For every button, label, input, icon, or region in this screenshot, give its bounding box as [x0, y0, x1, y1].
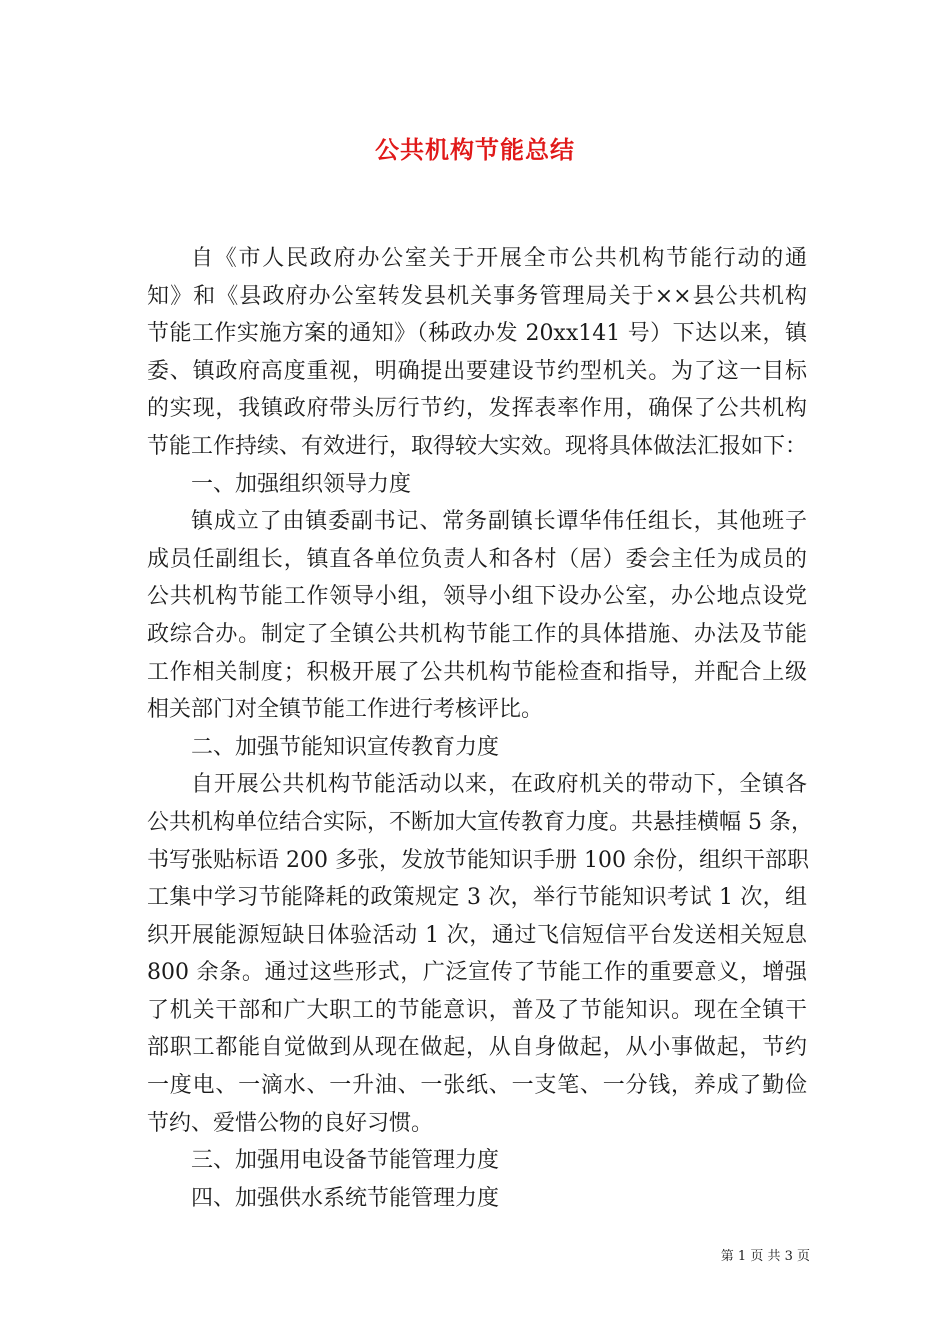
text-line: 书写张贴标语 200 多张，发放节能知识手册 100 余份，组织干部职 — [147, 847, 809, 873]
page-number: 第 1 页 共 3 页 — [720, 1249, 810, 1264]
document-body — [147, 240, 813, 1217]
text-line: 部职工都能自觉做到从现在做起，从自身做起，从小事做起，节约 — [147, 1035, 807, 1061]
text-line: 织开展能源短缺日体验活动 1 次，通过飞信短信平台发送相关短息 — [147, 922, 807, 948]
text-line: 成员任副组长，镇直各单位负责人和各村（居）委会主任为成员的 — [147, 546, 807, 572]
text-line: 委、镇政府高度重视，明确提出要建设节约型机关。为了这一目标 — [147, 358, 807, 384]
text-line: 的实现，我镇政府带头厉行节约，发挥表率作用，确保了公共机构 — [147, 396, 807, 422]
text-line: 节能工作实施方案的通知》（秭政办发 20xx141 号）下达以来，镇 — [147, 321, 807, 347]
text-line: 了机关干部和广大职工的节能意识，普及了节能知识。现在全镇干 — [147, 997, 807, 1023]
text-line: 节约、爱惜公物的良好习惯。 — [147, 1110, 434, 1136]
section-heading: 二、加强节能知识宣传教育力度 — [191, 734, 500, 760]
text-line: 节能工作持续、有效进行，取得较大实效。现将具体做法汇报如下： — [147, 433, 808, 459]
text-line: 相关部门对全镇节能工作进行考核评比。 — [147, 697, 544, 723]
section-heading: 三、加强用电设备节能管理力度 — [191, 1148, 500, 1174]
text-line: 一度电、一滴水、一升油、一张纸、一支笔、一分钱，养成了勤俭 — [147, 1073, 807, 1099]
text-line: 800 余条。通过这些形式，广泛宣传了节能工作的重要意义，增强 — [147, 960, 807, 986]
document-title: 公共机构节能总结 — [375, 135, 575, 164]
section-heading: 四、加强供水系统节能管理力度 — [191, 1185, 500, 1211]
text-line: 镇成立了由镇委副书记、常务副镇长谭华伟任组长，其他班子 — [191, 509, 807, 535]
text-line: 政综合办。制定了全镇公共机构节能工作的具体措施、办法及节能 — [147, 621, 807, 647]
text-line: 工集中学习节能降耗的政策规定 3 次，举行节能知识考试 1 次，组 — [147, 885, 807, 911]
text-line: 公共机构节能工作领导小组，领导小组下设办公室，办公地点设党 — [147, 584, 807, 610]
text-line: 知》和《县政府办公室转发县机关事务管理局关于××县公共机构 — [147, 283, 807, 309]
text-line: 工作相关制度；积极开展了公共机构节能检查和指导，并配合上级 — [147, 659, 807, 685]
text-line: 自《市人民政府办公室关于开展全市公共机构节能行动的通 — [191, 246, 807, 271]
text-line: 公共机构单位结合实际，不断加大宣传教育力度。共悬挂横幅 5 条， — [147, 809, 813, 835]
section-heading: 一、加强组织领导力度 — [191, 471, 412, 497]
text-line: 自开展公共机构节能活动以来，在政府机关的带动下，全镇各 — [191, 772, 807, 798]
